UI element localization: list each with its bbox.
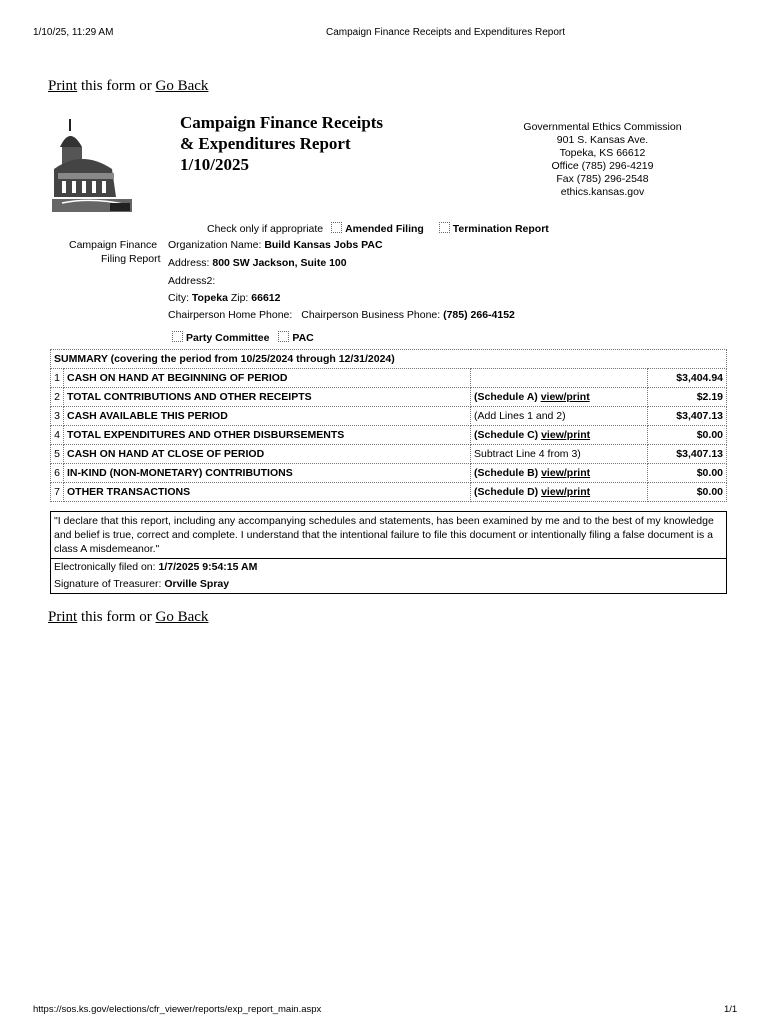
schedule-ref: (Add Lines 1 and 2) [474,410,566,422]
signature-value: Orville Spray [164,578,230,590]
view-print-link[interactable]: view/print [541,429,591,441]
report-title [180,112,383,175]
row-label: CASH ON HAND AT BEGINNING OF PERIOD [64,369,471,388]
row-number: 3 [51,407,64,426]
home-phone-label: Chairperson Home Phone: [168,309,293,321]
row-amount: $2.19 [648,388,727,407]
pac-checkbox[interactable] [278,331,289,342]
row-reference [471,483,648,502]
row-label: CASH AVAILABLE THIS PERIOD [64,407,471,426]
row-number: 6 [51,464,64,483]
title-line-2: & Expenditures Report [180,134,351,153]
phone-row [168,309,515,321]
filed-value: 1/7/2025 9:54:15 AM [158,561,258,573]
row-reference [471,445,648,464]
pac-label: PAC [292,332,314,344]
summary-table [50,349,727,502]
summary-header: SUMMARY (covering the period from 10/25/2024 through 12/31/2024) [51,350,727,369]
signature-row [51,576,726,593]
row-amount: $0.00 [648,464,727,483]
left-label-1: Campaign Finance [69,239,158,251]
print-page-count: 1/1 [724,1004,738,1015]
address2-label: Address2: [168,275,216,287]
row-reference [471,369,648,388]
summary-row [51,445,727,464]
address-row [168,257,347,269]
row-label: OTHER TRANSACTIONS [64,483,471,502]
row-reference [471,464,648,483]
row-amount: $3,407.13 [648,407,727,426]
print-link-bottom[interactable]: Print [48,609,78,625]
summary-row [51,483,727,502]
declaration-box [50,511,727,594]
amended-label: Amended Filing [345,223,424,235]
org-name-row [168,239,383,251]
termination-label: Termination Report [452,223,549,235]
row-label: IN-KIND (NON-MONETARY) CONTRIBUTIONS [64,464,471,483]
filed-row [51,559,726,576]
print-timestamp: 1/10/25, 11:29 AM [33,27,114,38]
view-print-link[interactable]: view/print [541,467,591,479]
party-committee-checkbox[interactable] [172,331,183,342]
schedule-ref: (Schedule C) [474,429,542,441]
row-reference [471,407,648,426]
summary-row [51,407,727,426]
nav-separator-text: this form or [77,78,156,94]
summary-row [51,388,727,407]
view-print-link[interactable]: view/print [541,486,591,498]
filed-label: Electronically filed on: [54,561,156,573]
address-value: 800 SW Jackson, Suite 100 [212,257,347,269]
business-phone-value: (785) 266-4152 [443,309,515,321]
row-amount: $0.00 [648,483,727,502]
schedule-ref: (Schedule A) [474,391,541,403]
row-amount: $3,404.94 [648,369,727,388]
amended-checkbox[interactable] [331,222,342,233]
summary-row [51,369,727,388]
party-committee-label: Party Committee [186,332,270,344]
row-reference [471,388,648,407]
address-label: Address: [168,257,210,269]
filing-check-row [207,222,549,235]
summary-row [51,464,727,483]
title-line-1: Campaign Finance Receipts [180,113,384,132]
nav-separator-text-bottom: this form or [77,609,156,625]
print-link[interactable]: Print [48,78,78,94]
business-phone-label: Chairperson Business Phone: [301,309,441,321]
city-value: Topeka [191,292,228,304]
row-amount: $3,407.13 [648,445,727,464]
summary-row [51,426,727,445]
address2-row [168,275,215,287]
city-label: City: [168,292,189,304]
top-nav [48,78,208,95]
bottom-nav [48,609,208,626]
city-zip-row [168,292,280,304]
committee-type-row [172,331,314,344]
agency-city: Topeka, KS 66612 [559,147,646,159]
agency-office-phone: Office (785) 296-4219 [551,160,654,172]
declaration-text: "I declare that this report, including any accompanying schedules and statements, has been examined by me and to the best of my knowledge and belief is true, correct and complete. I understand that the intentional failure to file this document or intentionally filing a false document is a class A misdemeanor." [51,512,726,559]
row-label: TOTAL EXPENDITURES AND OTHER DISBURSEMENTS [64,426,471,445]
row-number: 4 [51,426,64,445]
print-page-title: Campaign Finance Receipts and Expenditures Report [326,27,566,38]
schedule-ref: (Schedule D) [474,486,542,498]
agency-fax: Fax (785) 296-2548 [556,173,649,185]
check-label: Check only if appropriate [207,223,324,235]
view-print-link[interactable]: view/print [540,391,590,403]
agency-street: 901 S. Kansas Ave. [556,134,649,146]
kansas-capitol-logo [52,117,132,212]
agency-website: ethics.kansas.gov [560,186,645,198]
zip-label: Zip: [230,292,249,304]
agency-info [505,121,700,199]
row-amount: $0.00 [648,426,727,445]
schedule-ref: (Schedule B) [474,467,542,479]
report-date: 1/10/2025 [180,155,249,174]
zip-value: 66612 [251,292,281,304]
row-number: 5 [51,445,64,464]
agency-name: Governmental Ethics Commission [523,121,682,133]
signature-label: Signature of Treasurer: [54,578,162,590]
go-back-link[interactable]: Go Back [155,78,209,94]
schedule-ref: Subtract Line 4 from 3) [474,448,581,460]
org-name: Build Kansas Jobs PAC [264,239,383,251]
left-label-2: Filing Report [101,253,161,265]
termination-checkbox[interactable] [439,222,450,233]
row-label: TOTAL CONTRIBUTIONS AND OTHER RECEIPTS [64,388,471,407]
print-url: https://sos.ks.gov/elections/cfr_viewer/reports/exp_report_main.aspx [33,1004,322,1015]
row-label: CASH ON HAND AT CLOSE OF PERIOD [64,445,471,464]
row-number: 1 [51,369,64,388]
go-back-link-bottom[interactable]: Go Back [155,609,209,625]
row-reference [471,426,648,445]
org-label: Organization Name: [168,239,262,251]
row-number: 2 [51,388,64,407]
row-number: 7 [51,483,64,502]
